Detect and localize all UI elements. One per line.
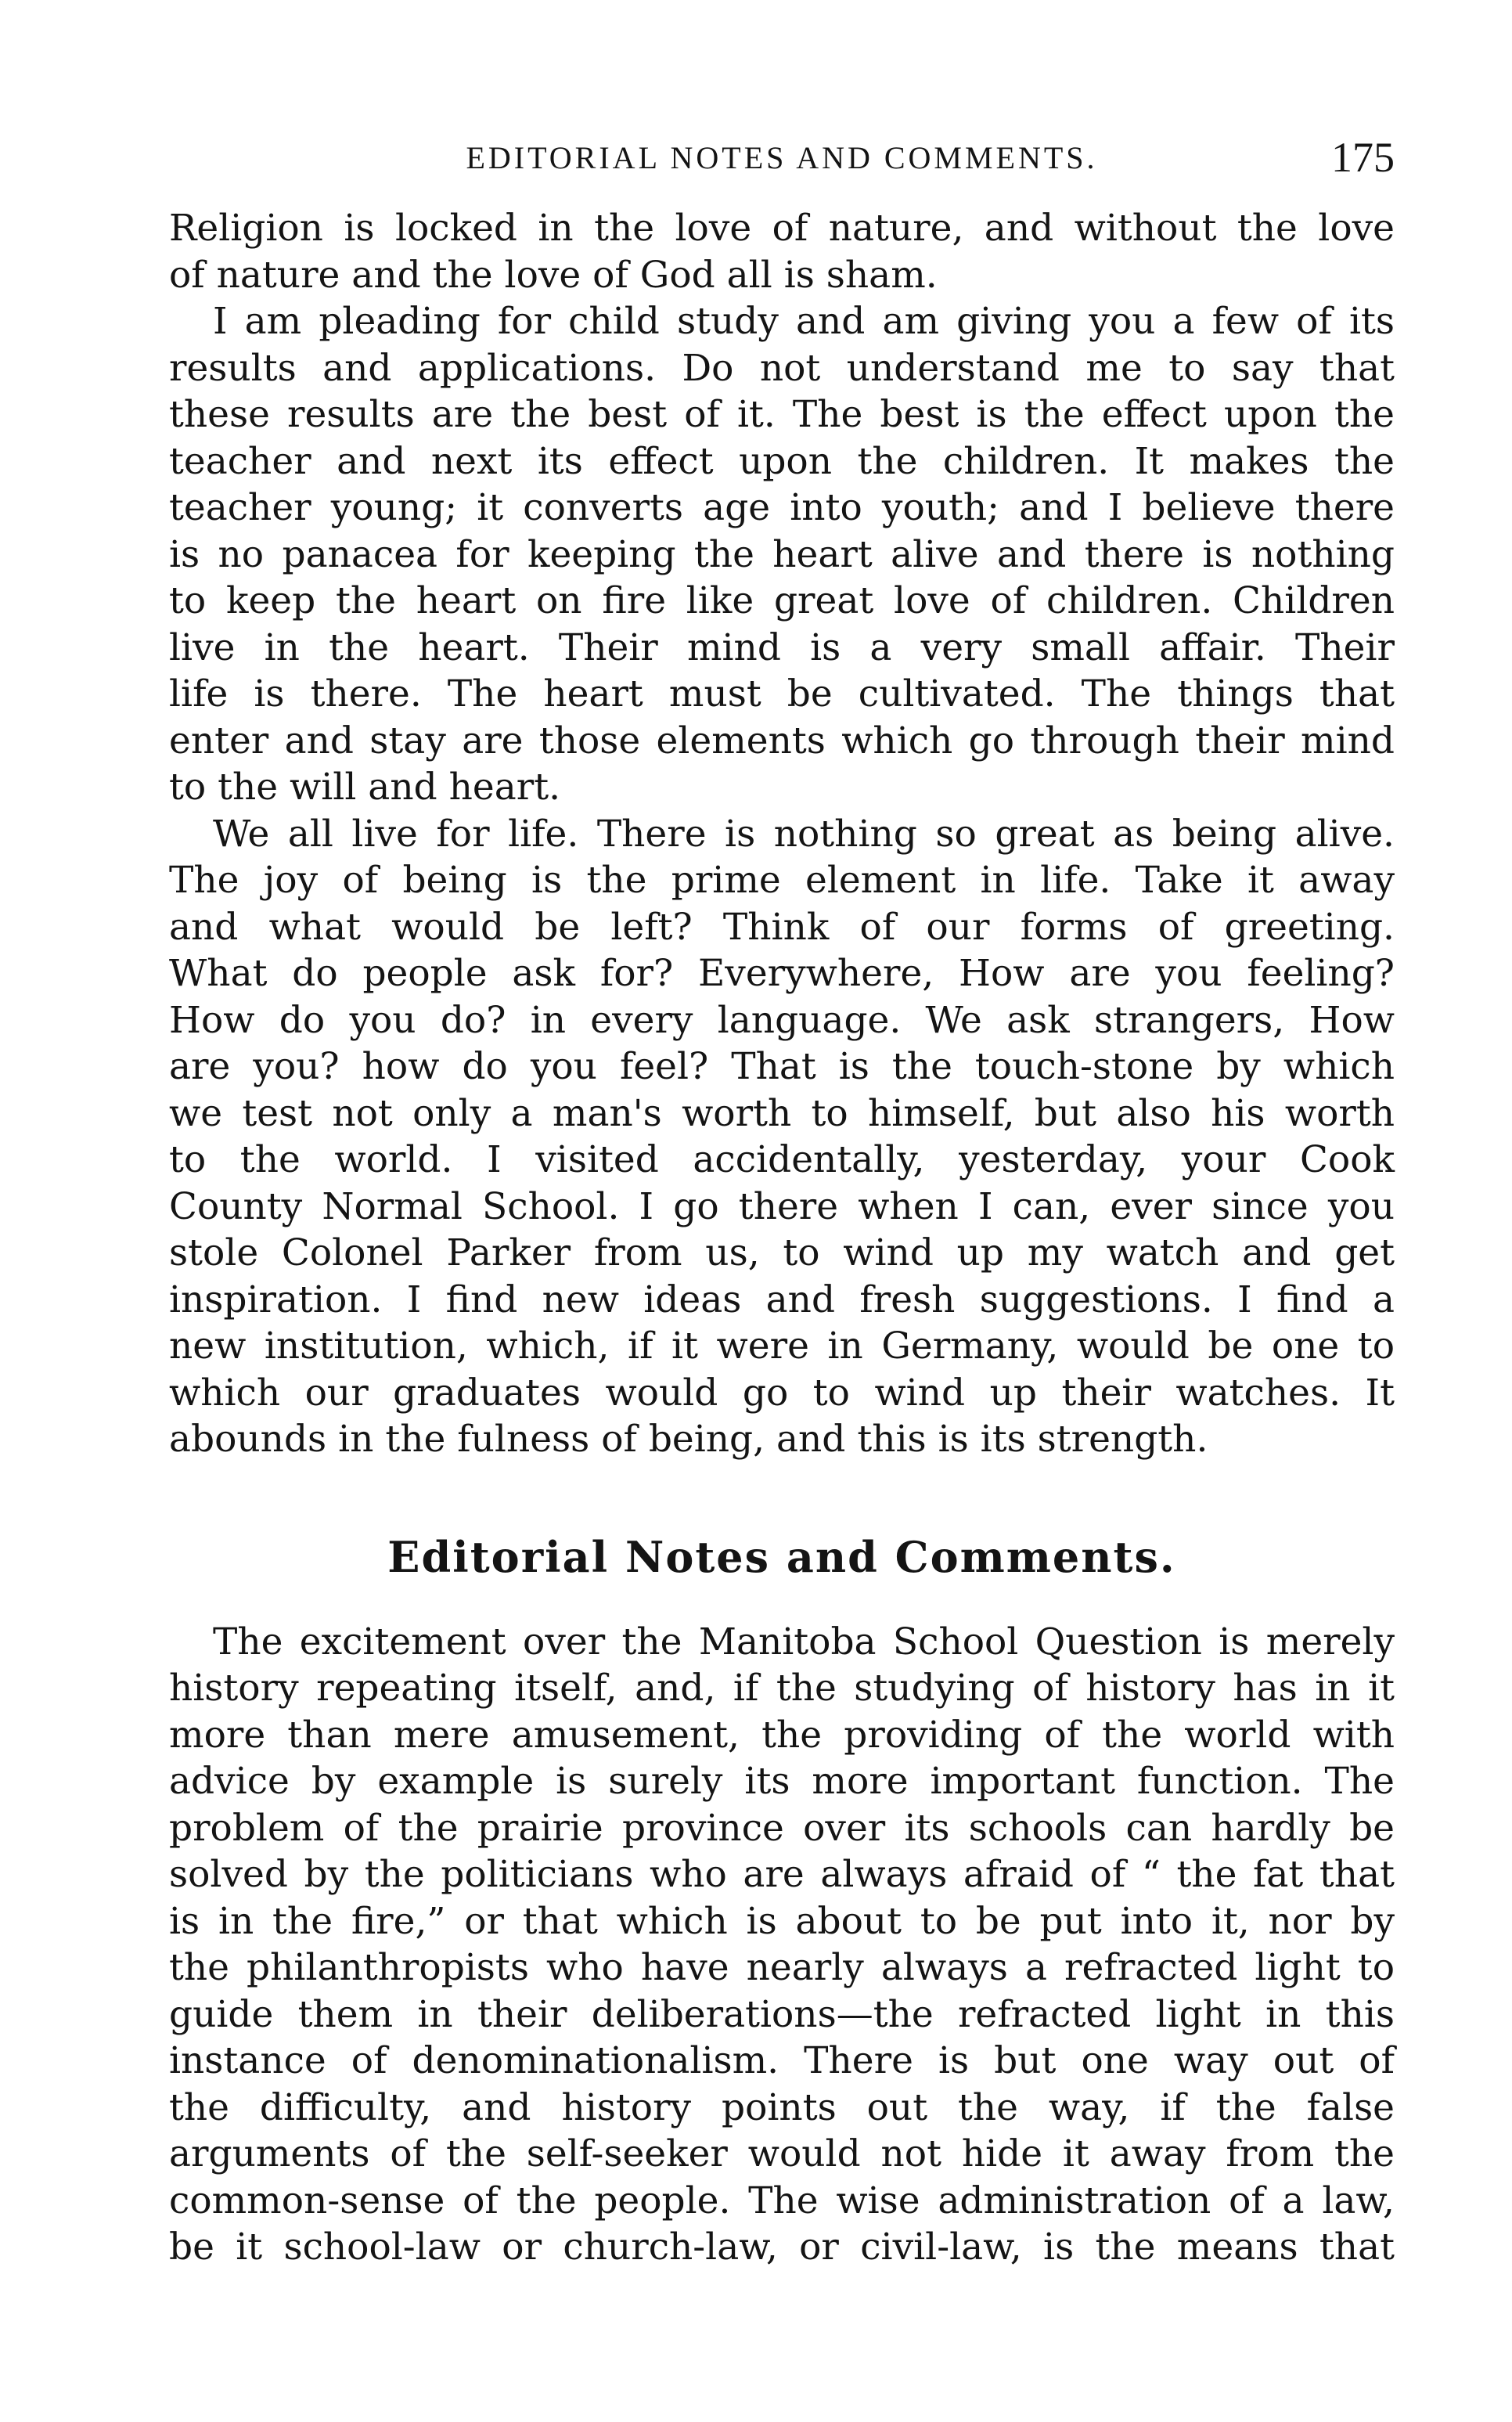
- text-line: life is there. The heart must be cultivated. The things that: [169, 672, 1395, 715]
- text-line: The excitement over the Manitoba School Question is merely: [213, 1620, 1395, 1663]
- text-line: be it school-law or church-law, or civil-law, is the means that: [169, 2226, 1395, 2269]
- text-line: and what would be left? Think of our forms of greeting.: [169, 905, 1395, 949]
- text-line: teacher and next its effect upon the children. It makes the: [169, 439, 1395, 483]
- text-line: guide them in their deliberations—the refracted light in this: [169, 1992, 1395, 2036]
- text-line: to keep the heart on fire like great love of children. Children: [169, 579, 1395, 622]
- text-line: of nature and the love of God all is sham.: [169, 253, 938, 297]
- text-line: is no panacea for keeping the heart alive and there is nothing: [169, 532, 1395, 576]
- text-line: common-sense of the people. The wise administration of a law,: [169, 2179, 1395, 2222]
- text-line: more than mere amusement, the providing of the world with: [169, 1713, 1395, 1757]
- text-line: enter and stay are those elements which go through their mind: [169, 719, 1395, 762]
- continued-text: [169, 205, 1395, 1463]
- page-number: 175: [1331, 134, 1395, 181]
- page-header: [169, 133, 1395, 205]
- text-line: the difficulty, and history points out the way, if the false: [169, 2085, 1395, 2129]
- text-line: to the world. I visited accidentally, yesterday, your Cook: [169, 1138, 1395, 1181]
- text-line: we test not only a man's worth to himself, but also his worth: [169, 1091, 1395, 1135]
- text-line: arguments of the self-seeker would not hide it away from the: [169, 2132, 1395, 2175]
- text-line: solved by the politicians who are always afraid of “ the fat that: [169, 1853, 1395, 1896]
- running-head: EDITORIAL NOTES AND COMMENTS.: [466, 140, 1098, 175]
- text-line: advice by example is surely its more important function. The: [169, 1760, 1395, 1803]
- text-line: to the will and heart.: [169, 766, 561, 809]
- text-line: the philanthropists who have nearly always a refracted light to: [169, 1946, 1395, 1989]
- book-page: [169, 133, 1395, 2271]
- text-line: What do people ask for? Everywhere, How are you feeling?: [169, 952, 1395, 995]
- text-line: are you? how do you feel? That is the touch-stone by which: [169, 1045, 1395, 1088]
- text-line: new institution, which, if it were in Germany, would be one to: [169, 1325, 1395, 1368]
- text-line: I am pleading for child study and am giving you a few of its: [213, 300, 1395, 343]
- text-line: instance of denominationalism. There is but one way out of: [169, 2039, 1395, 2082]
- text-line: The joy of being is the prime element in life. Take it away: [169, 859, 1395, 902]
- text-line: which our graduates would go to wind up their watches. It: [169, 1371, 1395, 1415]
- section-title: Editorial Notes and Comments.: [387, 1531, 1176, 1582]
- text-line: How do you do? in every language. We ask strangers, How: [169, 998, 1395, 1042]
- text-line: results and applications. Do not understand me to say that: [169, 346, 1395, 390]
- text-line: problem of the prairie province over its schools can hardly be: [169, 1806, 1395, 1850]
- editorial-text: [169, 1619, 1395, 2271]
- text-line: County Normal School. I go there when I can, ever since you: [169, 1184, 1395, 1228]
- text-line: teacher young; it converts age into youth; and I believe there: [169, 486, 1395, 529]
- text-line: these results are the best of it. The best is the effect upon the: [169, 393, 1395, 436]
- text-line: is in the fire,” or that which is about to be put into it, nor by: [169, 1899, 1395, 1943]
- text-line: We all live for life. There is nothing so great as being alive.: [213, 812, 1395, 856]
- text-line: inspiration. I find new ideas and fresh suggestions. I find a: [169, 1278, 1395, 1321]
- text-line: history repeating itself, and, if the studying of history has in it: [169, 1667, 1395, 1710]
- text-line: live in the heart. Their mind is a very small affair. Their: [169, 625, 1395, 669]
- text-line: Religion is locked in the love of nature, and without the love: [169, 207, 1395, 250]
- text-line: stole Colonel Parker from us, to wind up my watch and get: [169, 1231, 1395, 1274]
- text-line: abounds in the fulness of being, and this is its strength.: [169, 1418, 1208, 1461]
